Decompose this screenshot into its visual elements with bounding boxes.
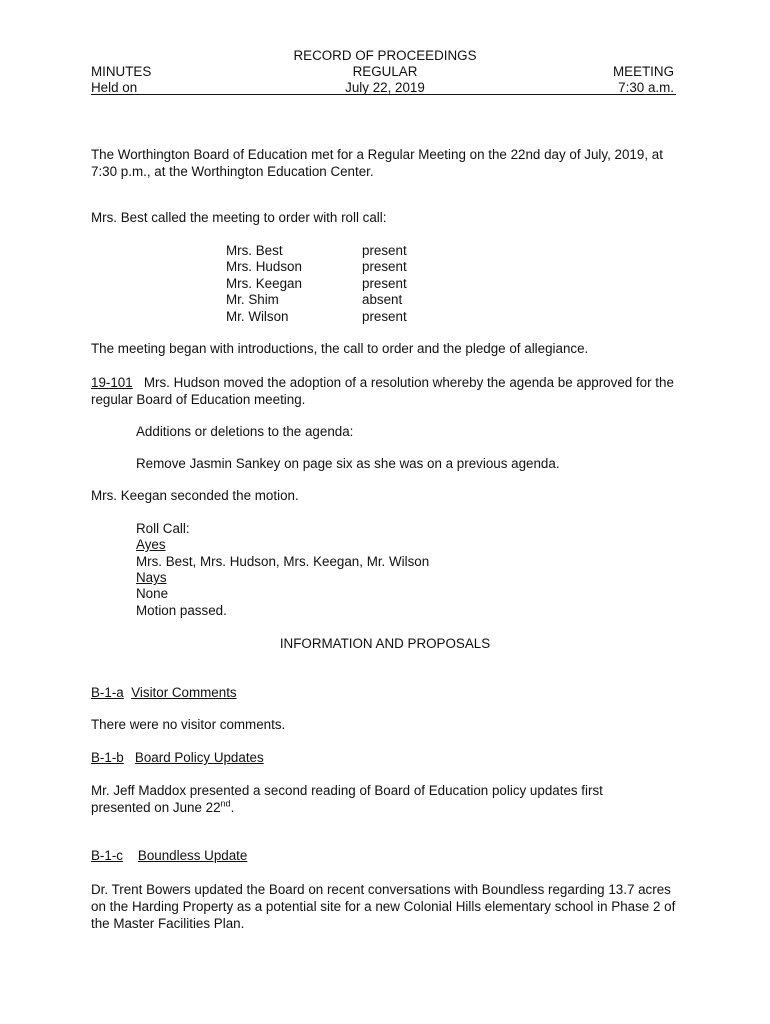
item-title: Visitor Comments bbox=[131, 685, 237, 700]
roll-status: present bbox=[362, 276, 407, 291]
seconded-text: Mrs. Keegan seconded the motion. bbox=[91, 488, 299, 503]
intro-paragraph: The Worthington Board of Education met for a Regular Meeting on the 22nd day of July, 2019, at 7:30 p.m., at the Worthington Education Center. bbox=[91, 147, 663, 179]
item-b1b-body-line2: presented on June 22nd. bbox=[91, 798, 235, 815]
ayes-label: Ayes bbox=[136, 537, 166, 552]
remove-text: Remove Jasmin Sankey on page six as she was on a previous agenda. bbox=[136, 456, 560, 471]
item-title: Boundless Update bbox=[137, 848, 248, 863]
meeting-date: July 22, 2019 bbox=[345, 80, 425, 95]
header-rule bbox=[91, 94, 676, 95]
ayes-names: Mrs. Best, Mrs. Hudson, Mrs. Keegan, Mr. Wilson bbox=[136, 554, 430, 569]
motion-result: Motion passed. bbox=[136, 603, 227, 618]
roll-name: Mrs. Best bbox=[226, 243, 283, 258]
item-b1a-body: There were no visitor comments. bbox=[91, 717, 286, 732]
resolution-text: Mrs. Hudson moved the adoption of a resolution whereby the agenda be approved for the regular Board of Education meeting. bbox=[91, 375, 674, 407]
item-b1b-heading bbox=[91, 750, 264, 766]
roll-name: Mr. Wilson bbox=[226, 309, 289, 324]
record-title: RECORD OF PROCEEDINGS bbox=[293, 48, 477, 63]
roll-status: present bbox=[362, 259, 407, 274]
item-code: B-1-a bbox=[91, 685, 124, 700]
item-b1b-body-line1: Mr. Jeff Maddox presented a second reading of Board of Education policy updates first bbox=[91, 783, 603, 798]
meeting-type: REGULAR bbox=[352, 64, 418, 79]
roll-call-label: Roll Call: bbox=[136, 521, 190, 536]
nays-names: None bbox=[136, 586, 169, 601]
roll-name: Mrs. Hudson bbox=[226, 259, 302, 274]
roll-name: Mrs. Keegan bbox=[226, 276, 302, 291]
meeting-label: MEETING bbox=[612, 64, 674, 79]
meeting-time: 7:30 a.m. bbox=[618, 80, 674, 95]
item-title: Board Policy Updates bbox=[134, 750, 264, 765]
item-b1a-heading bbox=[91, 685, 237, 701]
roll-name: Mr. Shim bbox=[226, 292, 279, 307]
minutes-label: MINUTES bbox=[91, 64, 152, 79]
ordinal-suffix: nd bbox=[220, 798, 231, 809]
resolution-paragraph bbox=[91, 374, 681, 408]
held-on-label: Held on bbox=[91, 80, 138, 95]
item-code: B-1-b bbox=[91, 750, 124, 765]
item-b1c-body: Dr. Trent Bowers updated the Board on recent conversations with Boundless regarding 13.7 acres on the Harding Property as a potential site for a new Colonial Hills elementary school in Phase 2 of the Master Facilities Plan. bbox=[91, 882, 676, 931]
item-code: B-1-c bbox=[91, 848, 123, 863]
item-b1c-heading bbox=[91, 848, 247, 864]
roll-status: present bbox=[362, 309, 407, 324]
resolution-number: 19-101 bbox=[91, 375, 133, 390]
nays-label: Nays bbox=[136, 570, 167, 585]
roll-intro: Mrs. Best called the meeting to order with roll call: bbox=[91, 210, 387, 225]
roll-status: absent bbox=[362, 292, 403, 307]
meeting-began: The meeting began with introductions, the call to order and the pledge of allegiance. bbox=[91, 341, 589, 356]
section-title: INFORMATION AND PROPOSALS bbox=[279, 636, 491, 651]
roll-status: present bbox=[362, 243, 407, 258]
additions-text: Additions or deletions to the agenda: bbox=[136, 424, 354, 439]
